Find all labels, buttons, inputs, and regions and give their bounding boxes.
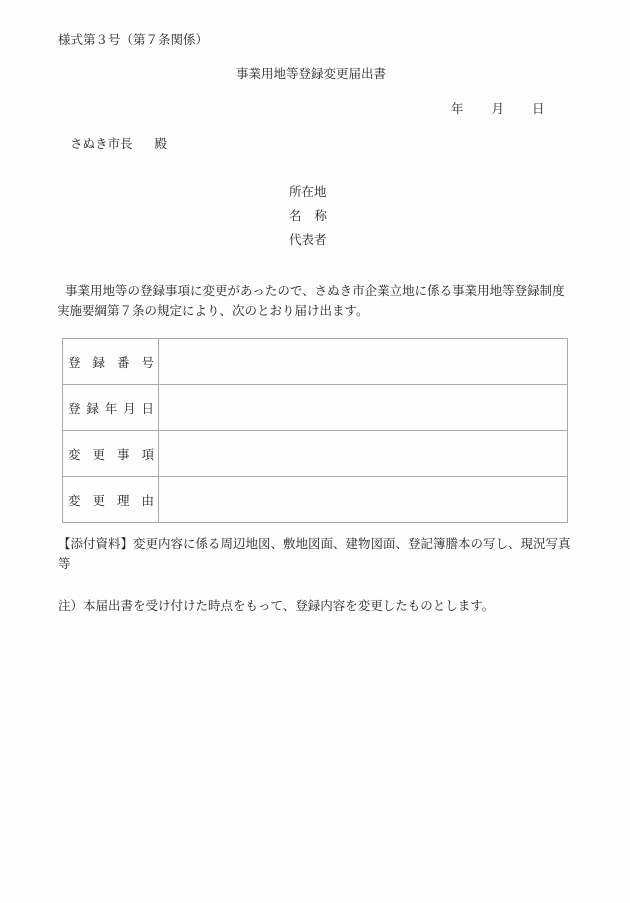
addressee-name: さぬき市長	[70, 136, 133, 151]
footnote: 注）本届出書を受け付けた時点をもって、登録内容を変更したものとします。	[58, 598, 495, 613]
change-items-field[interactable]	[159, 431, 568, 477]
attachments-note: 【添付資料】変更内容に係る周辺地図、敷地図面、建物図面、登記簿謄本の写し、現況写真等	[58, 536, 571, 571]
form-number: 様式第３号（第７条関係）	[58, 32, 209, 47]
name-label: 名称	[289, 208, 341, 223]
registration-number-label: 登 録 番 号	[68, 354, 154, 370]
table-row-registration-number	[63, 339, 568, 385]
label-cell	[63, 385, 159, 431]
addressee	[70, 138, 167, 151]
applicant-block	[289, 186, 340, 258]
addressee-honorific: 殿	[154, 136, 168, 151]
month-label: 月	[491, 101, 505, 116]
change-reason-field[interactable]	[159, 477, 568, 523]
change-reason-label: 変 更 理 由	[68, 492, 154, 508]
label-cell	[63, 339, 159, 385]
table-row-change-reason	[63, 477, 568, 523]
table-row-registration-date	[63, 385, 568, 431]
table-row-change-items	[63, 431, 568, 477]
change-items-label: 変 更 事 項	[68, 446, 154, 462]
day-label: 日	[532, 101, 545, 116]
body-paragraph: 事業用地等の登録事項に変更があったので、さぬき市企業立地に係る事業用地等登録制度実施要綱第７条の規定により、次のとおり届け出ます。	[57, 283, 565, 318]
registration-number-field[interactable]	[159, 339, 568, 385]
registration-date-label: 登 録 年 月 日	[68, 400, 154, 416]
label-cell	[63, 431, 159, 477]
year-label: 年	[451, 101, 464, 116]
label-cell	[63, 477, 159, 523]
document-title: 事業用地等登録変更届出書	[236, 66, 387, 81]
registration-date-field[interactable]	[159, 385, 568, 431]
date-row	[451, 103, 545, 116]
registration-table	[62, 338, 568, 523]
address-label: 所在地	[289, 184, 327, 199]
representative-label: 代表者	[289, 232, 327, 247]
